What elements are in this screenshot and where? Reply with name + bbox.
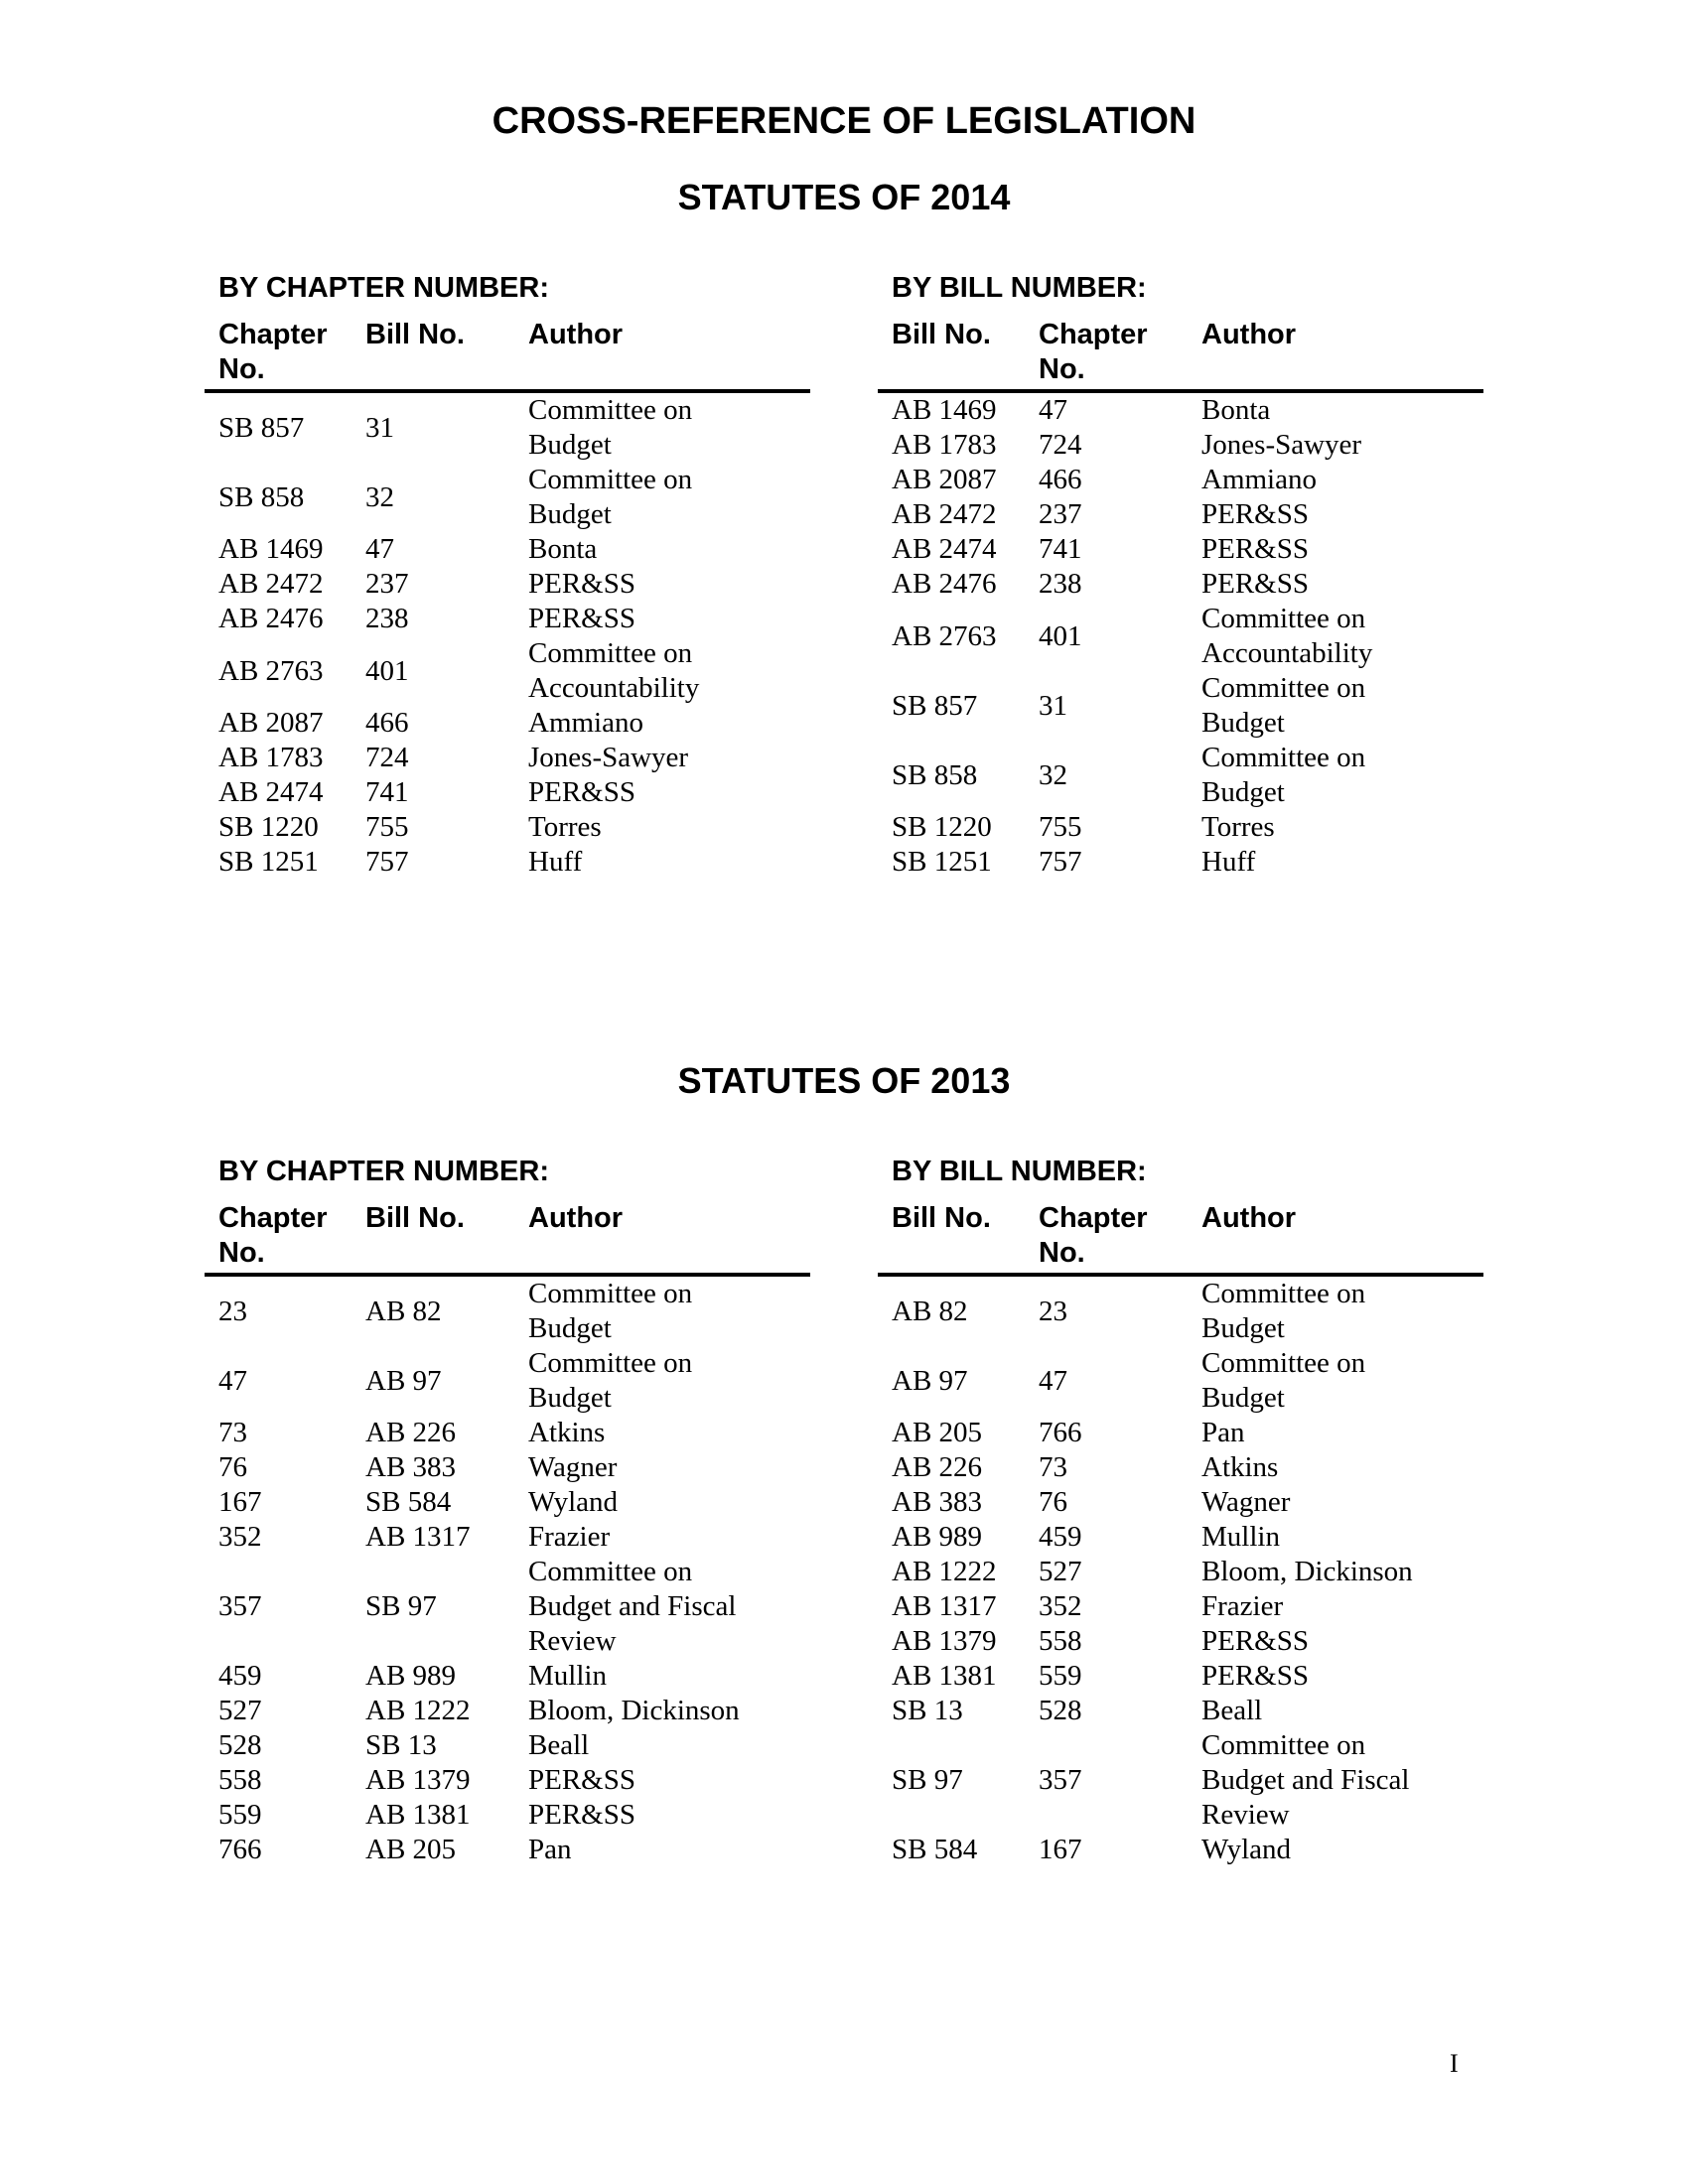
table-row bbox=[205, 1450, 810, 1485]
table-cell: SB 857 bbox=[892, 689, 978, 722]
table-row bbox=[205, 775, 810, 810]
column-header: Chapter No. bbox=[218, 1202, 328, 1269]
table-heading: BY CHAPTER NUMBER: bbox=[218, 272, 549, 304]
table-cell: Committee on Budget bbox=[528, 1278, 693, 1344]
table-row bbox=[878, 1728, 1483, 1833]
table-cell: AB 1317 bbox=[365, 1521, 471, 1553]
table-cell: 31 bbox=[365, 411, 394, 444]
table-cell: 237 bbox=[1039, 498, 1082, 530]
table-cell: AB 383 bbox=[892, 1486, 983, 1518]
table-row bbox=[205, 706, 810, 741]
table-2014-by-bill bbox=[878, 270, 1483, 880]
table-cell: 47 bbox=[365, 533, 394, 565]
table-body bbox=[878, 1277, 1483, 1867]
table-row bbox=[878, 741, 1483, 810]
table-cell: 31 bbox=[1039, 689, 1067, 722]
column-header: Author bbox=[528, 1202, 624, 1234]
table-cell: SB 858 bbox=[892, 758, 978, 791]
table-cell: AB 1381 bbox=[365, 1799, 471, 1831]
table-cell: AB 1379 bbox=[365, 1764, 471, 1796]
column-header: Chapter No. bbox=[218, 319, 328, 385]
table-row bbox=[878, 1485, 1483, 1520]
table-cell: 527 bbox=[218, 1695, 262, 1726]
table-cell: Beall bbox=[528, 1729, 590, 1761]
table-cell: 558 bbox=[218, 1764, 262, 1796]
column-header: Bill No. bbox=[365, 319, 465, 350]
table-cell: PER&SS bbox=[1201, 533, 1309, 565]
table-cell: 47 bbox=[1039, 1364, 1067, 1397]
table-cell: SB 97 bbox=[365, 1590, 437, 1622]
table-row bbox=[878, 1555, 1483, 1589]
table-row bbox=[205, 1763, 810, 1798]
table-cell: PER&SS bbox=[528, 568, 635, 600]
column-header: Author bbox=[1201, 319, 1297, 350]
table-cell: PER&SS bbox=[528, 1799, 635, 1831]
table-row bbox=[205, 1694, 810, 1728]
table-cell: PER&SS bbox=[1201, 1660, 1309, 1692]
table-row bbox=[205, 1277, 810, 1346]
table-cell: Mullin bbox=[1201, 1521, 1280, 1553]
table-cell: AB 97 bbox=[892, 1364, 968, 1397]
table-row bbox=[205, 741, 810, 775]
table-cell: Jones-Sawyer bbox=[528, 742, 689, 773]
table-cell: 32 bbox=[1039, 758, 1067, 791]
table-header-row bbox=[205, 1201, 810, 1277]
table-cell: Bloom, Dickinson bbox=[1201, 1556, 1413, 1587]
table-cell: Committee on Budget bbox=[1201, 742, 1366, 808]
table-cell: Bloom, Dickinson bbox=[528, 1695, 740, 1726]
table-cell: AB 1381 bbox=[892, 1660, 997, 1692]
table-cell: SB 1251 bbox=[218, 846, 319, 878]
table-cell: PER&SS bbox=[1201, 1625, 1309, 1657]
table-cell: 724 bbox=[365, 742, 409, 773]
table-cell: Committee on Budget bbox=[528, 394, 693, 461]
table-row bbox=[205, 1346, 810, 1416]
table-row bbox=[878, 671, 1483, 741]
table-cell: AB 2474 bbox=[218, 776, 324, 808]
table-cell: AB 383 bbox=[365, 1451, 457, 1483]
table-cell: 528 bbox=[218, 1729, 262, 1761]
table-row bbox=[205, 1728, 810, 1763]
table-cell: 32 bbox=[365, 480, 394, 513]
table-body bbox=[205, 1277, 810, 1867]
table-cell: Pan bbox=[528, 1834, 572, 1865]
table-row bbox=[878, 428, 1483, 463]
table-cell: SB 1251 bbox=[892, 846, 992, 878]
table-cell: 47 bbox=[218, 1364, 247, 1397]
table-cell: PER&SS bbox=[1201, 568, 1309, 600]
table-cell: Torres bbox=[528, 811, 602, 843]
table-row bbox=[878, 810, 1483, 845]
table-cell: 238 bbox=[365, 603, 409, 634]
table-cell: SB 97 bbox=[892, 1764, 963, 1796]
table-cell: 47 bbox=[1039, 394, 1067, 426]
table-cell: AB 989 bbox=[892, 1521, 983, 1553]
table-cell: AB 2472 bbox=[218, 568, 324, 600]
table-cell: 23 bbox=[218, 1295, 247, 1327]
table-cell: AB 226 bbox=[365, 1417, 457, 1448]
table-row bbox=[205, 1798, 810, 1833]
table-cell: 357 bbox=[1039, 1764, 1082, 1796]
table-cell: Bonta bbox=[528, 533, 598, 565]
table-cell: Atkins bbox=[1201, 1451, 1279, 1483]
table-cell: Huff bbox=[1201, 846, 1256, 878]
table-cell: Wagner bbox=[528, 1451, 618, 1483]
table-header-row bbox=[878, 1201, 1483, 1277]
table-cell: 401 bbox=[365, 654, 409, 687]
table-cell: 741 bbox=[365, 776, 409, 808]
table-cell: 466 bbox=[1039, 464, 1082, 495]
table-row bbox=[878, 567, 1483, 602]
table-row bbox=[205, 1485, 810, 1520]
table-row bbox=[878, 1659, 1483, 1694]
table-cell: 527 bbox=[1039, 1556, 1082, 1587]
table-cell: AB 1222 bbox=[365, 1695, 471, 1726]
table-cell: AB 226 bbox=[892, 1451, 983, 1483]
table-cell: AB 1469 bbox=[218, 533, 324, 565]
column-header: Bill No. bbox=[892, 319, 991, 350]
table-cell: Committee on Budget bbox=[1201, 1278, 1366, 1344]
table-row bbox=[878, 393, 1483, 428]
table-cell: AB 1222 bbox=[892, 1556, 997, 1587]
column-header: Bill No. bbox=[892, 1202, 991, 1234]
table-cell: Mullin bbox=[528, 1660, 607, 1692]
table-heading: BY BILL NUMBER: bbox=[892, 1156, 1147, 1187]
table-heading: BY BILL NUMBER: bbox=[892, 272, 1147, 304]
table-cell: AB 2087 bbox=[218, 707, 324, 739]
table-row bbox=[205, 1555, 810, 1659]
table-cell: Committee on Budget bbox=[1201, 1347, 1366, 1414]
table-cell: AB 2476 bbox=[892, 568, 997, 600]
table-cell: SB 13 bbox=[365, 1729, 437, 1761]
table-cell: Ammiano bbox=[1201, 464, 1317, 495]
section-title-2014: STATUTES OF 2014 bbox=[677, 177, 1011, 217]
table-row bbox=[878, 1450, 1483, 1485]
table-cell: Wyland bbox=[528, 1486, 619, 1518]
table-row bbox=[878, 1694, 1483, 1728]
table-row bbox=[878, 463, 1483, 497]
section-title-2013: STATUTES OF 2013 bbox=[677, 1060, 1011, 1101]
table-row bbox=[878, 1346, 1483, 1416]
table-cell: Beall bbox=[1201, 1695, 1263, 1726]
table-cell: AB 2474 bbox=[892, 533, 997, 565]
table-cell: SB 1220 bbox=[892, 811, 992, 843]
table-cell: AB 2087 bbox=[892, 464, 997, 495]
table-cell: 755 bbox=[365, 811, 409, 843]
table-body bbox=[205, 393, 810, 880]
table-cell: Atkins bbox=[528, 1417, 606, 1448]
table-cell: 76 bbox=[1039, 1486, 1067, 1518]
table-cell: SB 1220 bbox=[218, 811, 319, 843]
table-cell: AB 82 bbox=[892, 1295, 968, 1327]
table-cell: PER&SS bbox=[528, 1764, 635, 1796]
table-cell: AB 205 bbox=[365, 1834, 457, 1865]
table-row bbox=[205, 567, 810, 602]
table-cell: AB 97 bbox=[365, 1364, 442, 1397]
table-cell: PER&SS bbox=[1201, 498, 1309, 530]
table-row bbox=[878, 1624, 1483, 1659]
table-cell: 237 bbox=[365, 568, 409, 600]
table-cell: 558 bbox=[1039, 1625, 1082, 1657]
table-cell: Jones-Sawyer bbox=[1201, 429, 1362, 461]
table-cell: Torres bbox=[1201, 811, 1275, 843]
table-cell: 167 bbox=[1039, 1834, 1082, 1865]
table-cell: 466 bbox=[365, 707, 409, 739]
table-row bbox=[878, 1416, 1483, 1450]
table-cell: Frazier bbox=[1201, 1590, 1284, 1622]
table-cell: AB 2763 bbox=[218, 654, 324, 687]
table-row bbox=[878, 1589, 1483, 1624]
table-cell: AB 1469 bbox=[892, 394, 997, 426]
table-cell: Huff bbox=[528, 846, 583, 878]
table-cell: 76 bbox=[218, 1451, 247, 1483]
table-cell: AB 1317 bbox=[892, 1590, 997, 1622]
table-cell: 757 bbox=[1039, 846, 1082, 878]
table-cell: 559 bbox=[1039, 1660, 1082, 1692]
table-row bbox=[205, 1416, 810, 1450]
table-cell: 352 bbox=[218, 1521, 262, 1553]
table-cell: PER&SS bbox=[528, 603, 635, 634]
table-cell: 23 bbox=[1039, 1295, 1067, 1327]
table-row bbox=[205, 463, 810, 532]
table-cell: Ammiano bbox=[528, 707, 643, 739]
table-cell: AB 1783 bbox=[892, 429, 997, 461]
table-cell: 766 bbox=[1039, 1417, 1082, 1448]
table-cell: 528 bbox=[1039, 1695, 1082, 1726]
column-header: Chapter No. bbox=[1039, 319, 1148, 385]
table-cell: 741 bbox=[1039, 533, 1082, 565]
table-cell: Committee on Budget bbox=[528, 1347, 693, 1414]
table-cell: SB 584 bbox=[365, 1486, 452, 1518]
table-row bbox=[205, 1520, 810, 1555]
table-cell: 755 bbox=[1039, 811, 1082, 843]
table-row bbox=[205, 602, 810, 636]
table-cell: Pan bbox=[1201, 1417, 1245, 1448]
table-2013-by-chapter bbox=[205, 1154, 810, 1867]
table-cell: AB 2472 bbox=[892, 498, 997, 530]
table-row bbox=[205, 810, 810, 845]
table-cell: Committee on Budget bbox=[528, 464, 693, 530]
document-title: CROSS-REFERENCE OF LEGISLATION bbox=[492, 100, 1196, 142]
table-cell: 401 bbox=[1039, 619, 1082, 652]
column-header: Bill No. bbox=[365, 1202, 465, 1234]
table-cell: Committee on Budget and Fiscal Review bbox=[1201, 1729, 1410, 1831]
table-row bbox=[205, 845, 810, 880]
column-header: Author bbox=[1201, 1202, 1297, 1234]
table-cell: AB 1783 bbox=[218, 742, 324, 773]
table-cell: Committee on Accountability bbox=[528, 637, 700, 704]
table-row bbox=[205, 636, 810, 706]
table-cell: SB 13 bbox=[892, 1695, 963, 1726]
table-cell: Bonta bbox=[1201, 394, 1271, 426]
table-cell: SB 584 bbox=[892, 1834, 978, 1865]
table-cell: Wagner bbox=[1201, 1486, 1291, 1518]
table-2014-by-chapter bbox=[205, 270, 810, 880]
column-header: Chapter No. bbox=[1039, 1202, 1148, 1269]
table-cell: AB 2476 bbox=[218, 603, 324, 634]
table-cell: 559 bbox=[218, 1799, 262, 1831]
table-row bbox=[878, 845, 1483, 880]
table-cell: 167 bbox=[218, 1486, 262, 1518]
table-cell: PER&SS bbox=[528, 776, 635, 808]
table-row bbox=[878, 1277, 1483, 1346]
table-row bbox=[205, 393, 810, 463]
table-row bbox=[878, 1833, 1483, 1867]
table-cell: 352 bbox=[1039, 1590, 1082, 1622]
table-row bbox=[878, 1520, 1483, 1555]
table-cell: 459 bbox=[1039, 1521, 1082, 1553]
table-cell: AB 989 bbox=[365, 1660, 457, 1692]
table-cell: 459 bbox=[218, 1660, 262, 1692]
table-cell: 357 bbox=[218, 1590, 262, 1622]
table-cell: SB 857 bbox=[218, 411, 305, 444]
table-cell: AB 1379 bbox=[892, 1625, 997, 1657]
table-heading: BY CHAPTER NUMBER: bbox=[218, 1156, 549, 1187]
table-cell: Wyland bbox=[1201, 1834, 1292, 1865]
table-cell: 766 bbox=[218, 1834, 262, 1865]
table-cell: Committee on Accountability bbox=[1201, 603, 1373, 669]
table-header-row bbox=[205, 318, 810, 393]
table-2013-by-bill bbox=[878, 1154, 1483, 1867]
table-cell: Committee on Budget and Fiscal Review bbox=[528, 1556, 737, 1657]
table-cell: Committee on Budget bbox=[1201, 672, 1366, 739]
table-row bbox=[205, 1833, 810, 1867]
table-row bbox=[878, 602, 1483, 671]
table-cell: AB 82 bbox=[365, 1295, 442, 1327]
table-cell: 757 bbox=[365, 846, 409, 878]
table-row bbox=[878, 532, 1483, 567]
table-cell: AB 205 bbox=[892, 1417, 983, 1448]
table-cell: AB 2763 bbox=[892, 619, 997, 652]
column-header: Author bbox=[528, 319, 624, 350]
table-cell: Frazier bbox=[528, 1521, 611, 1553]
table-cell: 73 bbox=[1039, 1451, 1067, 1483]
table-cell: SB 858 bbox=[218, 480, 305, 513]
table-row bbox=[878, 497, 1483, 532]
table-cell: 73 bbox=[218, 1417, 247, 1448]
table-body bbox=[878, 393, 1483, 880]
table-cell: 724 bbox=[1039, 429, 1082, 461]
table-row bbox=[205, 532, 810, 567]
page-number: I bbox=[1450, 2049, 1459, 2078]
table-header-row bbox=[878, 318, 1483, 393]
table-row bbox=[205, 1659, 810, 1694]
table-cell: 238 bbox=[1039, 568, 1082, 600]
